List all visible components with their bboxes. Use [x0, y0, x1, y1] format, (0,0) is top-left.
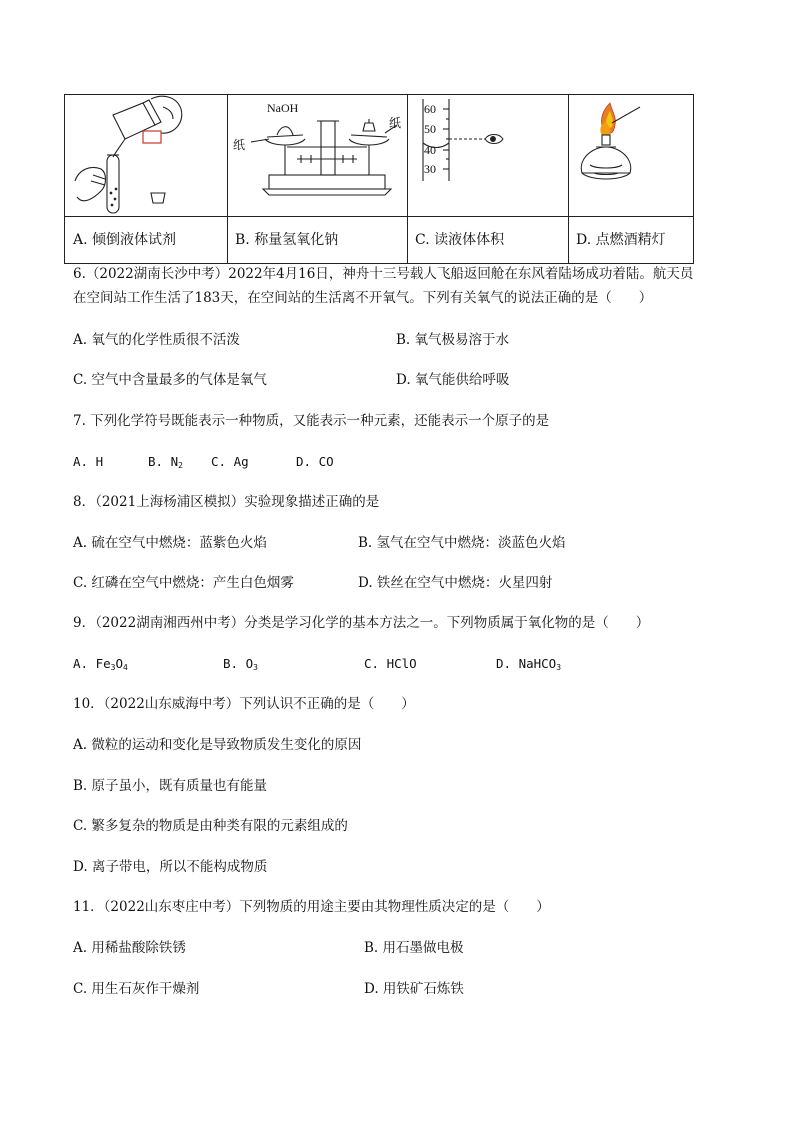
q11-stem: 11．（2022山东枣庄中考）下列物质的用途主要由其物理性质决定的是（ ） — [73, 899, 550, 915]
pouring-liquid-drawing — [65, 95, 227, 216]
q10-stem: 10．（2022山东威海中考）下列认识不正确的是（ ） — [73, 696, 415, 712]
subscript: 2 — [178, 461, 183, 470]
q8-stem: 8．（2021上海杨浦区模拟）实验现象描述正确的是 — [73, 494, 380, 510]
q7-option-d: D. CO — [296, 454, 334, 469]
paper-label-right: 纸 — [389, 116, 402, 130]
subscript: 4 — [123, 663, 128, 672]
caption-c: C. 读液体体积 — [415, 232, 505, 248]
caption-b: B. 称量氢氧化钠 — [235, 232, 339, 248]
q9-option-a-text: O — [115, 656, 123, 671]
alcohol-lamp-drawing — [568, 95, 693, 216]
tick-label: 60 — [424, 102, 436, 116]
figure-balance — [227, 95, 407, 216]
q11-option-b: B. 用石墨做电极 — [364, 940, 464, 956]
q11-option-a: A. 用稀盐酸除铁锈 — [73, 940, 186, 956]
figure-graduated-cylinder — [407, 95, 568, 216]
caption-d: D. 点燃酒精灯 — [576, 232, 666, 248]
figure-pouring-liquid — [65, 95, 227, 216]
tick-label: 50 — [424, 122, 436, 136]
q10-option-d: D. 离子带电，所以不能构成物质 — [73, 859, 268, 875]
q10-option-a: A. 微粒的运动和变化是导致物质发生变化的原因 — [73, 737, 362, 753]
q7-option-a: A. H — [73, 454, 104, 469]
q8-option-a: A. 硫在空气中燃烧：蓝紫色火焰 — [73, 535, 267, 551]
q9-option-b — [223, 654, 258, 678]
q6-option-b: B. 氧气极易溶于水 — [396, 332, 510, 348]
q8-option-d: D. 铁丝在空气中燃烧：火星四射 — [358, 575, 553, 591]
caption-a: A. 倾倒液体试剂 — [73, 232, 177, 248]
q6-option-d: D. 氧气能供给呼吸 — [396, 372, 510, 388]
subscript: 3 — [110, 663, 116, 672]
figure-table — [64, 94, 694, 264]
q7-option-c: C. Ag — [211, 454, 249, 469]
q7-stem: 7. 下列化学符号既能表示一种物质，又能表示一种元素，还能表示一个原子的是 — [73, 413, 550, 429]
q10-option-c: C. 繁多复杂的物质是由种类有限的元素组成的 — [73, 818, 348, 834]
subscript: 3 — [556, 663, 562, 672]
q9-option-a-text: A. Fe — [73, 656, 111, 671]
q10-option-b: B. 原子虽小，既有质量也有能量 — [73, 778, 268, 794]
q9-option-d-text: D. NaHCO — [496, 656, 557, 671]
q8-option-c: C. 红磷在空气中燃烧：产生白色烟雾 — [73, 575, 294, 591]
q6-option-a: A. 氧气的化学性质很不活泼 — [73, 332, 240, 348]
q6-stem-line2: 在空间站工作生活了183天，在空间站的生活离不开氧气。下列有关氧气的说法正确的是（ ） — [73, 290, 653, 306]
q9-option-d — [496, 654, 561, 678]
q9-option-b-text: B. O — [223, 656, 254, 671]
naoh-label: NaOH — [267, 101, 299, 115]
q9-option-c: C. HClO — [364, 656, 417, 671]
balance-drawing — [227, 95, 407, 216]
figure-alcohol-lamp — [568, 95, 693, 216]
q9-stem: 9．（2022湖南湘西州中考）分类是学习化学的基本方法之一。下列物质属于氧化物的是（ ） — [73, 615, 650, 631]
tick-label: 30 — [424, 162, 436, 176]
q6-stem-line1: 6.（2022湖南长沙中考）2022年4月16日，神舟十三号载人飞船返回舱在东风着陆场成功着陆。航天员 — [73, 266, 694, 282]
q7-option-b-text: B. N — [148, 454, 179, 469]
paper-label-left: 纸 — [233, 138, 246, 152]
graduated-cylinder-drawing — [407, 95, 568, 216]
subscript: 3 — [253, 663, 258, 672]
tick-label: 40 — [424, 143, 436, 157]
q8-option-b: B. 氢气在空气中燃烧：淡蓝色火焰 — [358, 535, 566, 551]
q7-option-b — [148, 452, 183, 476]
q11-option-d: D. 用铁矿石炼铁 — [364, 981, 464, 997]
q11-option-c: C. 用生石灰作干燥剂 — [73, 981, 200, 997]
q6-option-c: C. 空气中含量最多的气体是氧气 — [73, 372, 267, 388]
q9-option-a — [73, 654, 128, 678]
